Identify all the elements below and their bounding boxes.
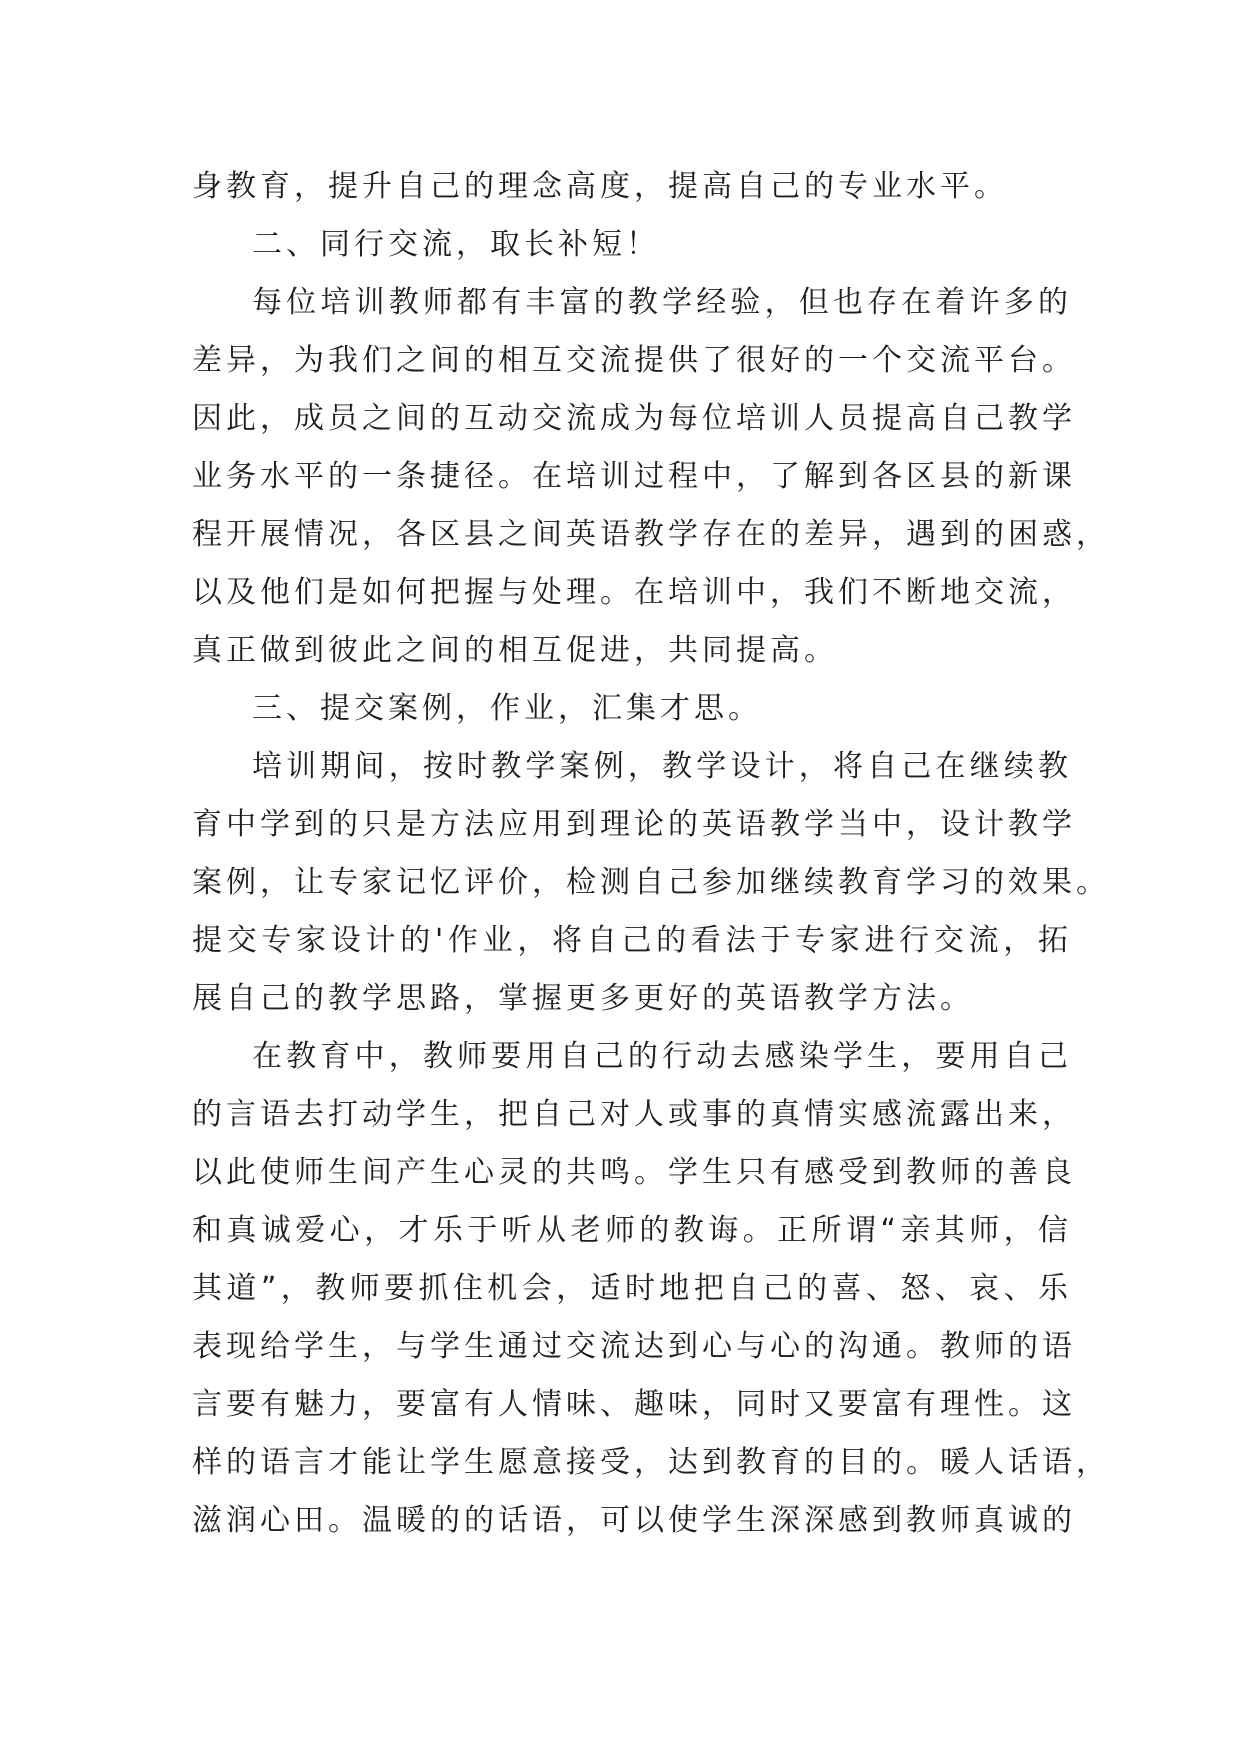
text-line [192,912,1072,970]
text-line [192,680,1072,738]
text-line [192,274,1072,332]
text-line-content: 以及他们是如何把握与处理。在培训中，我们不断地交流， [192,575,1076,610]
text-line-content: 以此使师生间产生心灵的共鸣。学生只有感受到教师的善良 [192,1155,1076,1190]
text-line [192,216,1072,274]
text-line-content: 每位培训教师都有丰富的教学经验，但也存在着许多的 [252,285,1072,320]
text-line-content: 差异，为我们之间的相互交流提供了很好的一个交流平台。 [192,343,1076,378]
text-line [192,970,1072,1028]
text-line [192,1260,1072,1318]
text-line [192,854,1110,912]
text-line-content: 样的语言才能让学生愿意接受，达到教育的目的。暖人话语， [192,1445,1110,1480]
text-line-content: 二、同行交流，取长补短！ [252,227,660,262]
text-line-content: 程开展情况，各区县之间英语教学存在的差异，遇到的困惑， [192,517,1110,552]
text-line-content: 滋润心田。温暖的的话语，可以使学生深深感到教师真诚的 [192,1503,1076,1538]
document-page [192,158,1110,1550]
text-line [192,390,1076,448]
text-line-content: 和真诚爱心，才乐于听从老师的教诲。正所谓“亲其师，信 [192,1213,1072,1248]
text-line [192,1086,1076,1144]
text-line [192,796,1076,854]
text-line [192,1144,1076,1202]
text-line-content: 表现给学生，与学生通过交流达到心与心的沟通。教师的语 [192,1329,1076,1364]
text-line-content: 言要有魅力，要富有人情味、趣味，同时又要富有理性。这 [192,1387,1076,1422]
text-line-content: 业务水平的一条捷径。在培训过程中，了解到各区县的新课 [192,459,1076,494]
text-line-content: 三、提交案例，作业，汇集才思。 [252,691,762,726]
text-line [192,738,1072,796]
text-line-content: 育中学到的只是方法应用到理论的英语教学当中，设计教学 [192,807,1076,842]
text-line [192,1492,1076,1550]
text-line-content: 的言语去打动学生，把自己对人或事的真情实感流露出来， [192,1097,1076,1132]
document-body [192,158,1110,1550]
text-line-content: 身教育，提升自己的理念高度，提高自己的专业水平。 [192,169,1008,204]
text-line [192,506,1110,564]
text-line-content: 在教育中，教师要用自己的行动去感染学生，要用自己 [252,1039,1072,1074]
text-line-content: 案例，让专家记忆评价，检测自己参加继续教育学习的效果。 [192,865,1110,900]
text-line-content: 因此，成员之间的互动交流成为每位培训人员提高自己教学 [192,401,1076,436]
text-line-content: 提交专家设计的'作业，将自己的看法于专家进行交流，拓 [192,923,1072,958]
text-line [192,622,1072,680]
text-line [192,1028,1072,1086]
text-line [192,158,1072,216]
text-line [192,1434,1110,1492]
text-line-content: 培训期间，按时教学案例，教学设计，将自己在继续教 [252,749,1072,784]
text-line [192,564,1076,622]
text-line [192,448,1076,506]
text-line [192,332,1076,390]
text-line [192,1202,1072,1260]
text-line [192,1318,1076,1376]
text-line-content: 展自己的教学思路，掌握更多更好的英语教学方法。 [192,981,974,1016]
text-line-content: 真正做到彼此之间的相互促进，共同提高。 [192,633,838,668]
text-line [192,1376,1076,1434]
text-line-content: 其道”，教师要抓住机会，适时地把自己的喜、怒、哀、乐 [192,1271,1072,1306]
